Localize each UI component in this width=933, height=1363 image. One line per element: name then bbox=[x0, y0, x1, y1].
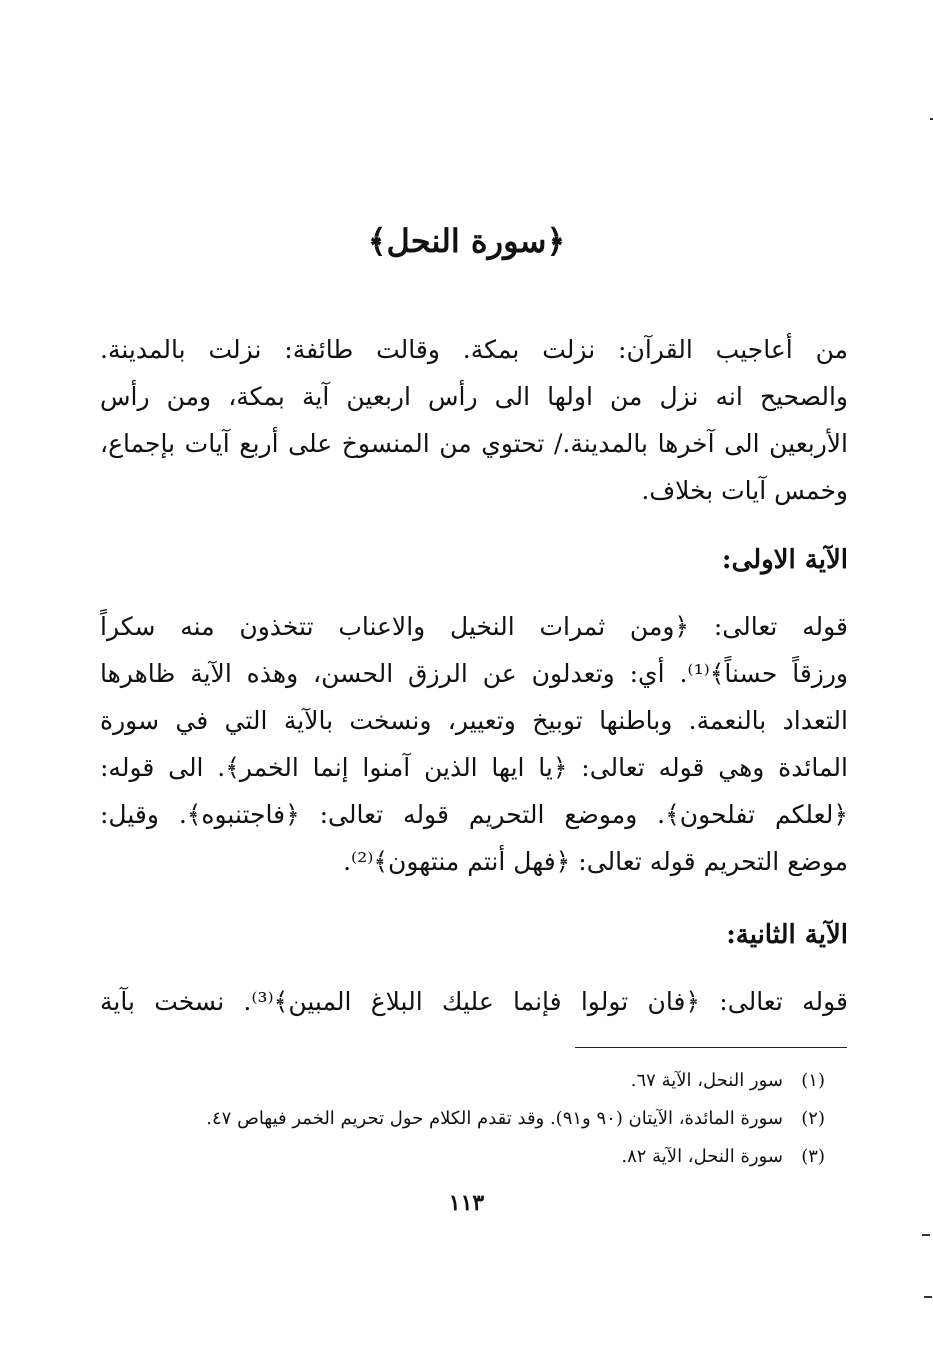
text-line: الأربعين الى آخرها بالمدينة./ تحتوي من المنسوخ على أربع آيات بإجماع، bbox=[100, 429, 848, 458]
footnote-separator bbox=[575, 1047, 847, 1048]
verse-2-paragraph bbox=[100, 978, 848, 1025]
footnote-number: (٢) bbox=[801, 1108, 825, 1129]
text-line: والصحيح انه نزل من اولها الى رأس اربعين آية بمكة، ومن رأس bbox=[100, 382, 848, 411]
scan-edge-mark bbox=[924, 1296, 932, 1298]
footnote-text: سورة المائدة، الآيتان (٩٠ و٩١). وقد تقدم الكلام حول تحريم الخمر فيهاص ٤٧. bbox=[206, 1108, 783, 1129]
text-line: المائدة وهي قوله تعالى: ﴿يا ايها الذين آمنوا إنما الخمر﴾. الى قوله: bbox=[100, 753, 848, 782]
verse-2-heading: الآية الثانية: bbox=[726, 920, 848, 950]
footnote-2 bbox=[100, 1106, 825, 1132]
text-line: التعداد بالنعمة. وباطنها توبيخ وتعيير، ونسخت بالآية التي في سورة bbox=[100, 706, 848, 735]
text-line: من أعاجيب القرآن: نزلت بمكة. وقالت طائفة: نزلت بالمدينة. bbox=[100, 335, 848, 364]
text-line: قوله تعالى: ﴿ومن ثمرات النخيل والاعناب تتخذون منه سكراً bbox=[100, 612, 848, 641]
surah-title: ﴿سورة النحل﴾ bbox=[367, 222, 566, 260]
footnote-number: (١) bbox=[801, 1070, 825, 1091]
text-line: ورزقاً حسناً﴾⁽¹⁾. أي: وتعدلون عن الرزق الحسن، وهذه الآية ظاهرها bbox=[100, 659, 848, 688]
footnote-number: (٣) bbox=[801, 1146, 825, 1167]
text-line: موضع التحريم قوله تعالى: ﴿فهل أنتم منتهون﴾⁽²⁾. bbox=[343, 847, 848, 876]
scan-edge-mark bbox=[922, 1234, 930, 1236]
verse-1-paragraph bbox=[100, 603, 848, 885]
footnote-text: سور النحل، الآية ٦٧. bbox=[630, 1070, 783, 1091]
text-line: قوله تعالى: ﴿فان تولوا فإنما عليك البلاغ المبين﴾⁽³⁾. نسخت بآية bbox=[100, 987, 848, 1016]
text-line: وخمس آيات بخلاف. bbox=[641, 476, 848, 505]
footnote-1 bbox=[100, 1068, 825, 1094]
footnote-text: سورة النحل، الآية ٨٢. bbox=[621, 1146, 783, 1167]
page-number: ١١٣ bbox=[448, 1190, 485, 1216]
verse-1-heading: الآية الاولى: bbox=[721, 545, 848, 575]
text-line: ﴿لعلكم تفلحون﴾. وموضع التحريم قوله تعالى: ﴿فاجتنبوه﴾. وقيل: bbox=[100, 800, 848, 829]
intro-paragraph bbox=[100, 326, 848, 514]
footnote-3 bbox=[100, 1144, 825, 1170]
